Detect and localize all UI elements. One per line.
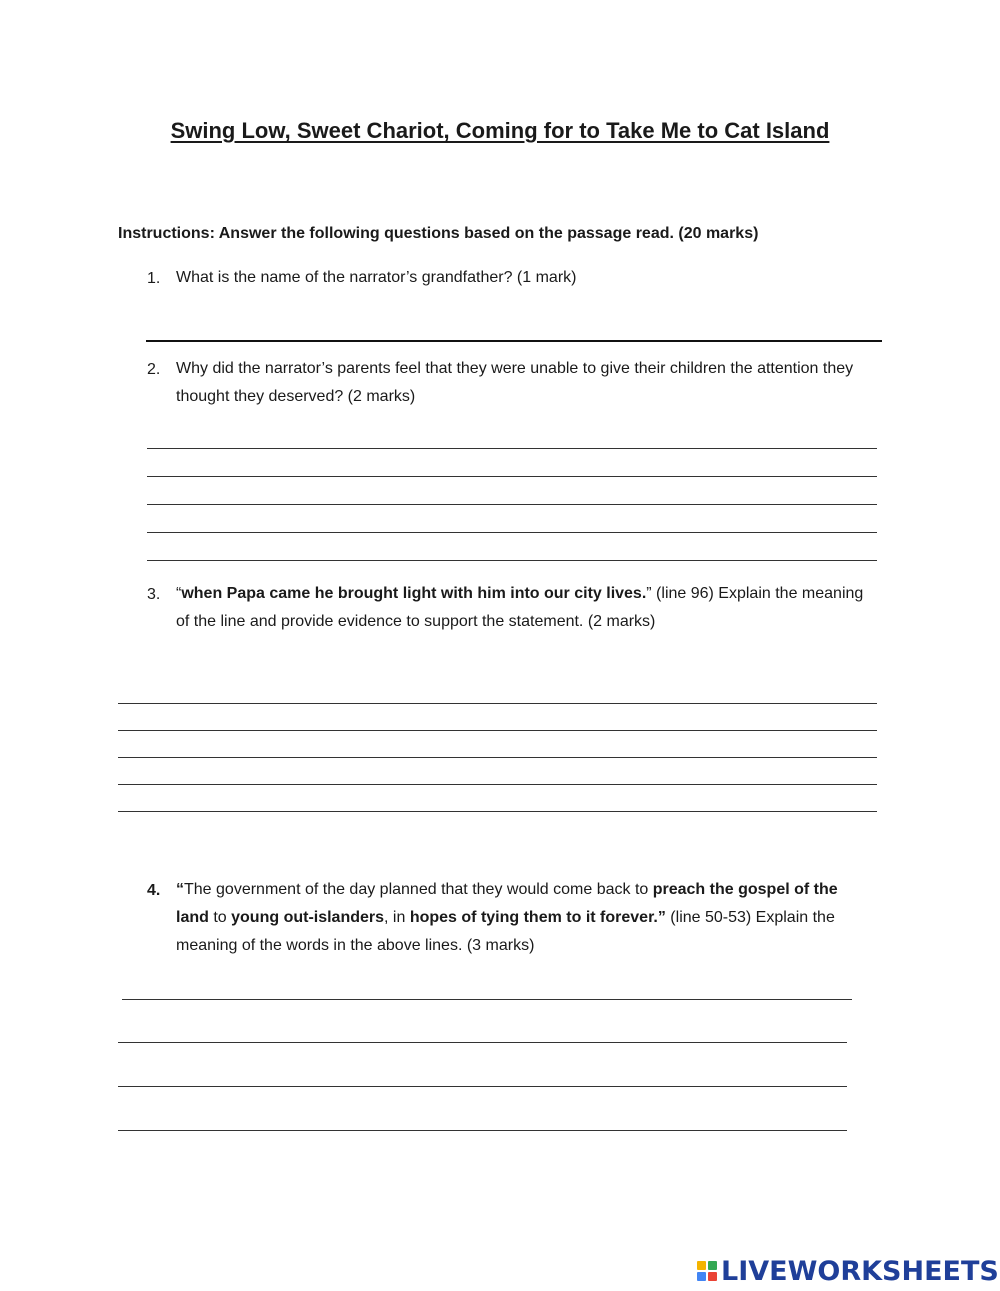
question-4-number: 4.	[147, 882, 161, 899]
answer-line-q3-4[interactable]	[118, 784, 877, 785]
q4-bold-a: preach the gospel of the land	[176, 881, 838, 926]
question-3-number: 3.	[147, 586, 161, 603]
answer-line-q3-1[interactable]	[118, 703, 877, 704]
instructions: Instructions: Answer the following questions based on the passage read. (20 marks)	[118, 225, 759, 242]
answer-line-q2-2[interactable]	[147, 476, 877, 477]
answer-line-q1[interactable]	[146, 340, 882, 342]
answer-line-q4-2[interactable]	[118, 1042, 847, 1043]
liveworksheets-logo	[697, 1256, 999, 1286]
answer-line-q3-5[interactable]	[118, 811, 877, 812]
answer-line-q4-1[interactable]	[122, 999, 852, 1000]
logo-block-icon	[697, 1272, 706, 1281]
q3-quoted-line: when Papa came he brought light with him into our city lives.	[181, 585, 647, 602]
q4-part-b: to	[208, 909, 232, 926]
q3-open-quote: “	[176, 585, 182, 602]
question-2-text: Why did the narrator’s parents feel that they were unable to give their children the attention they thought they deserved? (2 marks)	[176, 360, 854, 405]
logo-block-icon	[708, 1272, 717, 1281]
answer-line-q4-4[interactable]	[118, 1130, 847, 1131]
answer-line-q2-5[interactable]	[147, 560, 877, 561]
answer-line-q3-3[interactable]	[118, 757, 877, 758]
worksheet-title: Swing Low, Sweet Chariot, Coming for to Take Me to Cat Island	[170, 118, 830, 143]
answer-line-q3-2[interactable]	[118, 730, 877, 731]
q4-bold-b: young out-islanders	[231, 909, 385, 926]
q3-instruction: ” (line 96) Explain the meaning of the line and provide evidence to support the statement. (2 marks)	[176, 585, 864, 630]
question-2-number: 2.	[147, 361, 161, 378]
logo-blocks-icon	[697, 1261, 717, 1281]
answer-line-q2-3[interactable]	[147, 504, 877, 505]
q4-open-quote: “	[176, 881, 184, 898]
answer-line-q2-1[interactable]	[147, 448, 877, 449]
q4-part-a: The government of the day planned that they would come back to	[184, 881, 653, 898]
logo-block-icon	[708, 1261, 717, 1270]
q4-part-c: , in	[384, 909, 410, 926]
question-1-number: 1.	[147, 270, 161, 287]
q4-bold-c: hopes of tying them to it forever.”	[409, 909, 666, 926]
answer-line-q2-4[interactable]	[147, 532, 877, 533]
q4-instruction: (line 50-53) Explain the meaning of the words in the above lines. (3 marks)	[176, 909, 835, 954]
question-3-text	[176, 580, 866, 636]
logo-text: LIVEWORKSHEETS	[721, 1255, 999, 1287]
question-4-text	[176, 876, 866, 960]
logo-block-icon	[697, 1261, 706, 1270]
question-1-text: What is the name of the narrator’s grandfather? (1 mark)	[176, 269, 577, 286]
answer-line-q4-3[interactable]	[118, 1086, 847, 1087]
